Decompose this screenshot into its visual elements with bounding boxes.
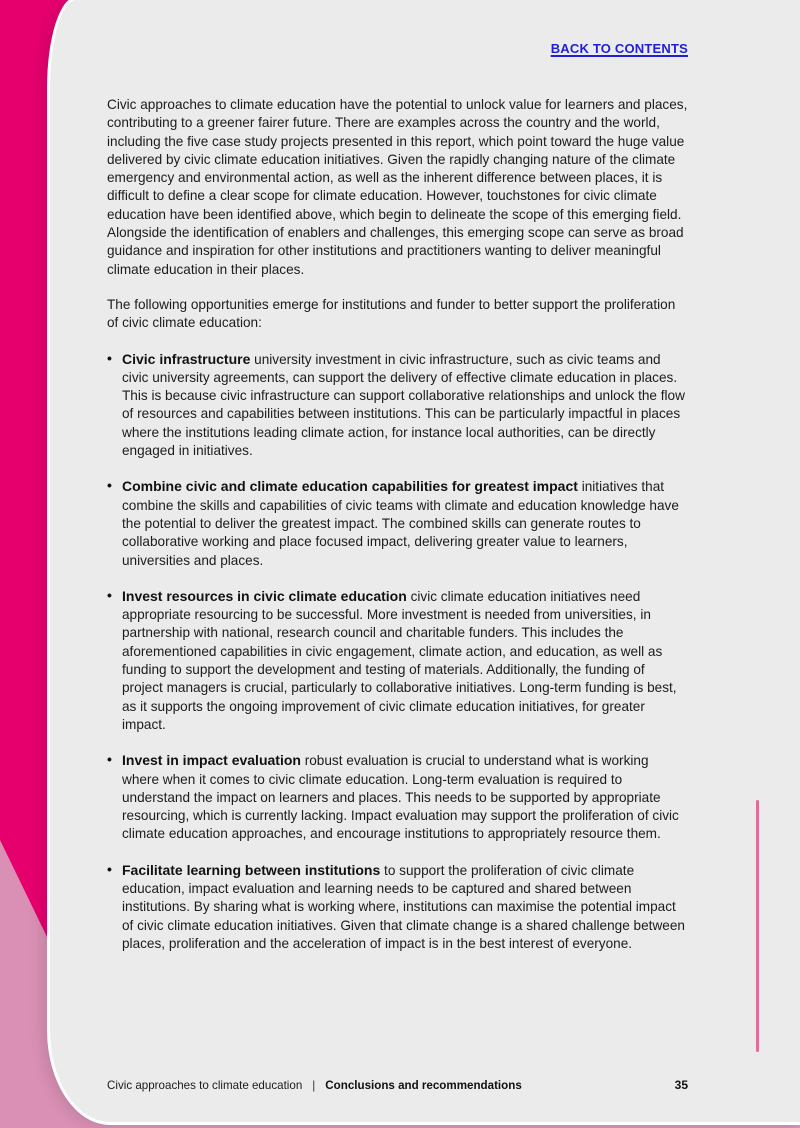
back-to-contents-link[interactable]: BACK TO CONTENTS <box>550 41 688 56</box>
page-number: 35 <box>674 1078 688 1092</box>
bullet-title: Facilitate learning between institutions <box>122 861 381 878</box>
right-accent-line <box>756 800 759 1052</box>
bullet-body: civic climate education initiatives need appropriate resourcing to be successful. More investment is needed from universities, in partnership with national, research council and charitable funders. This includes the aforementioned capabilities in civic engagement, climate action, and education, as well as funding to support the development and testing of materials. Additionally, the funding of project managers is crucial, particularly to collaborative initiatives. Long-term funding is best, as it supports the ongoing improvement of civic climate education initiatives, for greater impact. <box>122 588 677 732</box>
bullet-icon: • <box>107 349 112 366</box>
bullet-title: Invest in impact evaluation <box>122 752 301 769</box>
bullet-title: Combine civic and climate education capabilities for greatest impact <box>122 478 578 495</box>
list-item-invest-resources <box>107 587 688 734</box>
bullet-icon: • <box>107 860 112 877</box>
opportunities-list <box>107 350 688 954</box>
list-item-facilitate-learning <box>107 861 688 953</box>
bullet-icon: • <box>107 477 112 494</box>
list-item-civic-infrastructure <box>107 350 688 461</box>
content-card <box>50 0 800 1122</box>
list-item-combine-capabilities <box>107 477 688 569</box>
list-item-impact-evaluation <box>107 751 688 843</box>
intro-paragraph-2: The following opportunities emerge for institutions and funder to better support the proliferation of civic climate education: <box>107 296 676 331</box>
bullet-title: Invest resources in civic climate education <box>122 587 407 604</box>
bullet-body: university investment in civic infrastructure, such as civic teams and civic university agreements, can support the delivery of effective climate education in places. This is because civic infrastructure can support collaborative relationships and unlock the flow of resources and capabilities between institutions. This can be particularly impactful in places where the institutions leading climate action, for instance local authorities, can be directly engaged in initiatives. <box>122 351 685 459</box>
footer-doc-title: Civic approaches to climate education <box>107 1079 303 1092</box>
bullet-icon: • <box>107 751 112 768</box>
page-footer <box>107 1078 688 1092</box>
bullet-body: to support the proliferation of civic climate education, impact evaluation and learning needs to be captured and shared between institutions. By sharing what is working where, institutions can maximise the potential impact of civic climate education initiatives. Given that climate change is a shared challenge between places, proliferation and the acceleration of impact is in the best interest of everyone. <box>122 862 685 951</box>
bullet-icon: • <box>107 586 112 603</box>
bullet-body: robust evaluation is crucial to understand what is working where when it comes to civic climate education. Long-term evaluation is required to understand the impact on learners and places. This needs to be supported by appropriate resourcing, which is currently lacking. Impact evaluation may support the proliferation of civic climate education approaches, and encourage institutions to appropriately resource them. <box>122 753 679 842</box>
bullet-body: initiatives that combine the skills and capabilities of civic teams with climate and education knowledge have the potential to deliver the greatest impact. The combined skills can generate routes to collaborative working and place focused impact, delivering greater value to learners, universities and places. <box>122 479 679 568</box>
bullet-title: Civic infrastructure <box>122 350 251 367</box>
footer-separator: | <box>312 1079 316 1092</box>
footer-section-title: Conclusions and recommendations <box>325 1079 522 1092</box>
intro-paragraph-1: Civic approaches to climate education have the potential to unlock value for learners and places, contributing to a greener fairer future. There are examples across the country and the world, including the five case study projects presented in this report, which point toward the huge value delivered by civic climate education initiatives. Given the rapidly changing nature of the climate emergency and environmental action, as well as the inherent difference between places, it is difficult to define a clear scope for climate education. However, touchstones for civic climate education have been identified above, which begin to delineate the scope of this emerging field. Alongside the identification of enablers and challenges, this emerging scope can serve as broad guidance and inspiration for other institutions and practitioners wanting to deliver meaningful climate education in their places. <box>107 97 688 277</box>
page-header <box>107 40 688 58</box>
